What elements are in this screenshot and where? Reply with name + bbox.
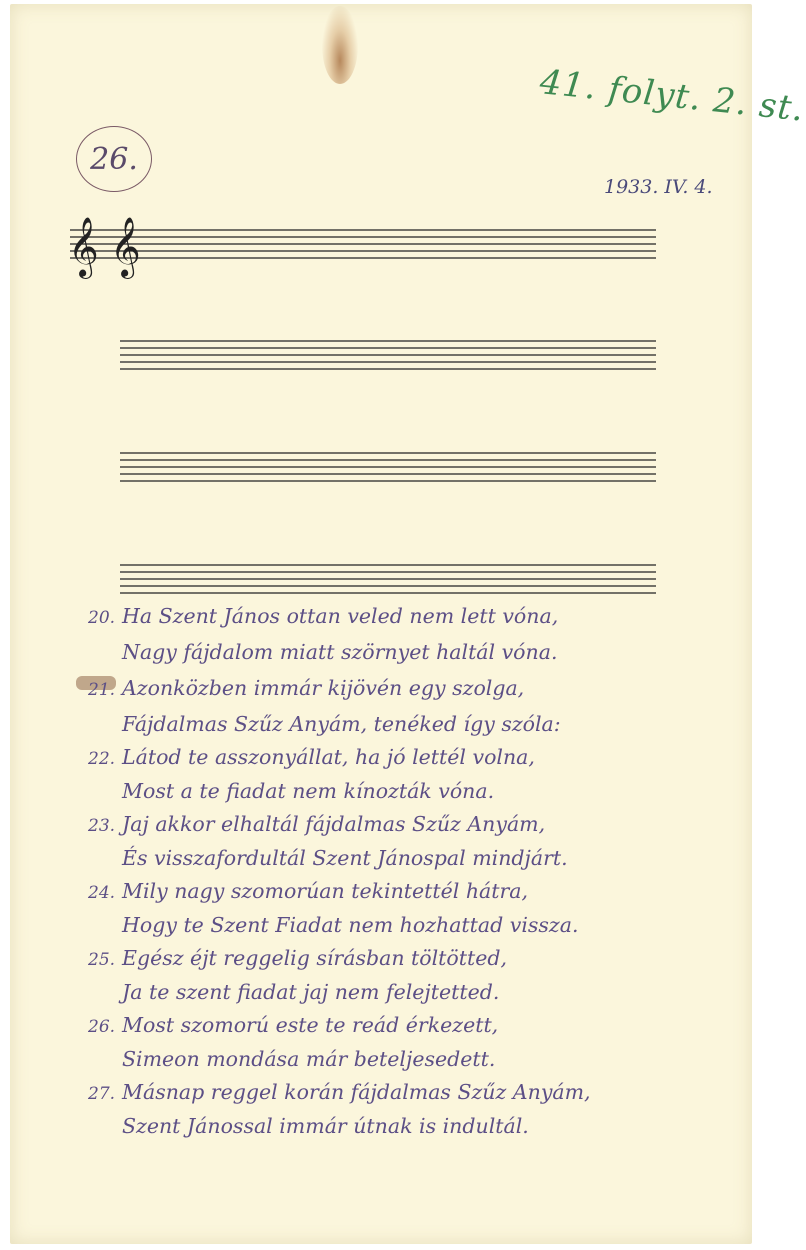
verse-21-line-1: 21. Azonközben immár kijövén egy szolga, [88,676,525,700]
verse-24-line-2: Hogy te Szent Fiadat nem hozhattad vissza. [122,913,579,937]
verse-26-line-1: 26. Most szomorú este te reád érkezett, [88,1013,499,1037]
verse-24-line-1: 24. Mily nagy szomorúan tekintettél hátra, [88,879,529,903]
treble-clef-icon: 𝄞 [110,217,141,277]
verse-23-line-2: És visszafordultál Szent Jánospal mindjárt. [122,846,568,870]
staff-4 [120,565,656,593]
staff-3 [120,453,656,481]
verse-22-line-2: Most a te fiadat nem kínozták vóna. [122,779,495,803]
verse-25-line-2: Ja te szent fiadat jaj nem felejtetted. [122,980,500,1004]
date-note: 1933. IV. 4. [604,176,713,198]
verse-25-line-1: 25. Egész éjt reggelig sírásban töltötted, [88,946,508,970]
verse-27-line-2: Szent Jánossal immár útnak is indultál. [122,1114,529,1138]
circled-song-number: 26. [76,126,152,192]
treble-clef-icon: 𝄞 [68,217,99,277]
verse-23-line-1: 23. Jaj akkor elhaltál fájdalmas Szűz Anyám, [88,812,546,836]
verse-20-line-2: Nagy fájdalom miatt szörnyet haltál vóna. [122,640,558,664]
archive-reference: 41. folyt. 2. st. [537,62,806,130]
verse-26-line-2: Simeon mondása már beteljesedett. [122,1047,496,1071]
staff-2 [120,341,656,369]
verse-21-line-2: Fájdalmas Szűz Anyám, tenéked így szóla: [122,712,561,736]
verse-20-line-1: 20. Ha Szent János ottan veled nem lett vóna, [88,604,559,628]
verse-27-line-1: 27. Másnap reggel korán fájdalmas Szűz Anyám, [88,1080,591,1104]
verse-22-line-1: 22. Látod te asszonyállat, ha jó lettél volna, [88,745,535,769]
staff-1 [70,230,656,258]
